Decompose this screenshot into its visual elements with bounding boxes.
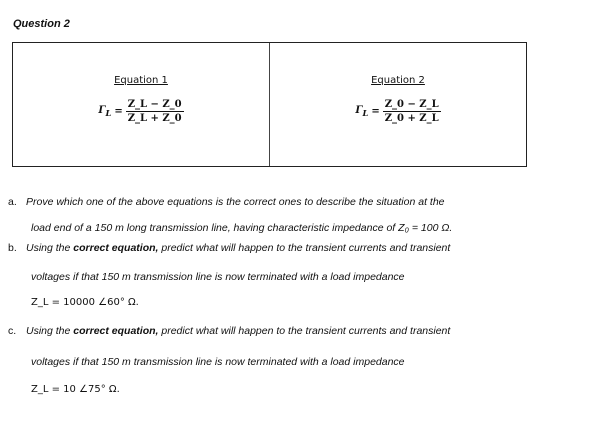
item-a-label: a. (8, 196, 17, 208)
item-a-line-1: a. Prove which one of the above equations is the correct ones to describe the situation at the (8, 196, 445, 208)
equation-2-title: Equation 2 (371, 75, 425, 86)
equation-2-equals: = (371, 106, 380, 117)
equation-1-formula (13, 99, 269, 124)
equation-1-lhs: $\Gamma_L$ (98, 105, 112, 118)
item-c-line-2: voltages if that 150 m transmission line is now terminated with a load impedance (31, 356, 405, 368)
equations-table (12, 42, 527, 167)
item-b-label: b. (8, 242, 17, 254)
equation-1-cell (13, 43, 269, 166)
item-c-line-1: c. Using the correct equation, predict what will happen to the transient currents and transient (8, 325, 451, 337)
equation-2-formula (270, 99, 526, 124)
equation-1-numerator: Z_L − Z_0 (127, 99, 182, 110)
item-b-line-1: b. Using the correct equation, predict what will happen to the transient currents and transient (8, 242, 451, 254)
equation-1-denominator: Z_L + Z_0 (127, 113, 182, 124)
item-c-load-impedance: Z_L = 10 ∠75° Ω. (31, 384, 120, 395)
equation-2-fraction (383, 99, 441, 124)
item-a-line-2: load end of a 150 m long transmission line, having characteristic impedance of Z₀ = 100 Ω. (31, 222, 453, 234)
equation-2-lhs: $\Gamma_L$ (355, 105, 369, 118)
question-title: Question 2 (13, 18, 70, 30)
equation-2-denominator: Z_0 + Z_L (384, 113, 439, 124)
item-b-line-2: voltages if that 150 m transmission line is now terminated with a load impedance (31, 271, 405, 283)
equation-2-numerator: Z_0 − Z_L (384, 99, 439, 110)
equation-1-equals: = (114, 106, 123, 117)
equation-2-cell (269, 43, 526, 166)
equation-1-title: Equation 1 (114, 75, 168, 86)
item-c-label: c. (8, 325, 17, 337)
equation-1-fraction (126, 99, 184, 124)
item-b-load-impedance: Z_L = 10000 ∠60° Ω. (31, 297, 139, 308)
